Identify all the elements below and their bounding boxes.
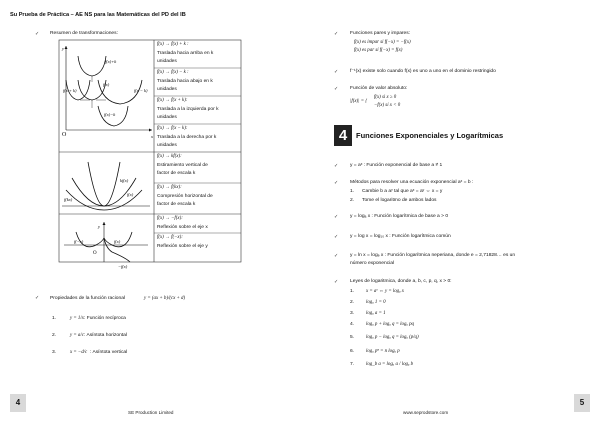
law4-num: 4.: [350, 322, 355, 327]
abs-lhs: |f(x)| = {: [350, 99, 368, 104]
check-icon: ✓: [334, 163, 339, 169]
row6-formula: f(x) → f(kx):: [157, 185, 182, 190]
check-icon: ✓: [334, 234, 339, 240]
exp-base: y = aˣ : Función exponencial de base a ≠ 1: [350, 163, 443, 168]
check-icon: ✓: [35, 31, 40, 37]
prop1-math: y = 1/x: [70, 316, 84, 321]
law2-num: 2.: [350, 300, 355, 305]
method2-num: 2.: [350, 198, 355, 203]
ln-line1: y = ln x = logₑ x : Función logarítmica neperiana, donde e = 2,71828… es un: [350, 253, 516, 258]
label-f: f(x): [103, 82, 110, 87]
inverse-line: f⁻¹(x) existe solo cuando f(x) es uno a uno en el dominio restringido: [350, 69, 496, 74]
origin-label-3: O: [93, 251, 97, 256]
check-icon: ✓: [334, 253, 339, 259]
row7-desc1: Reflexión sobre el eje x: [157, 225, 208, 230]
row4-formula: f(x) → f(x − k):: [157, 126, 188, 131]
x-axis-label: x: [151, 134, 153, 139]
row2-desc2: unidades: [157, 87, 177, 92]
log-base: y = logₐ x : Función logarítmica de base a > 0: [350, 214, 449, 219]
ln-line2: número exponencial: [350, 261, 395, 266]
law6-num: 6.: [350, 349, 355, 354]
check-icon: ✓: [334, 180, 339, 186]
row4-desc1: Traslada a la derecha por k: [157, 135, 217, 140]
law7-num: 7.: [350, 362, 355, 367]
prop3-num: 3.: [52, 350, 57, 355]
prop3-math: x = −d/c: [70, 350, 88, 355]
row1-desc1: Traslada hacia arriba en k: [157, 51, 214, 56]
row5-formula: f(x) → kf(x):: [157, 154, 182, 159]
origin-label: O: [62, 132, 67, 138]
label-f-minus-k: f(x)−k: [104, 112, 116, 117]
section-number-badge: 4: [334, 125, 352, 146]
prop2-num: 2.: [52, 333, 57, 338]
label-kf: kf(x): [120, 178, 129, 183]
methods-title: Métodos para resolver una ecuación exponencial aˣ = b :: [350, 180, 474, 185]
law5-text: logₐ p − logₐ q = logₐ (p/q): [366, 335, 419, 340]
page-number: 5: [574, 394, 590, 412]
label-fkx: f(kx): [64, 197, 73, 202]
row6-desc2: factor de escala k: [157, 202, 196, 207]
prop3-text: : Asíntota vertical: [90, 350, 128, 355]
label-f-plus-k: f(x)+k: [105, 59, 117, 64]
check-icon: ✓: [35, 295, 40, 301]
label-f2: f(x): [127, 192, 134, 197]
law4-text: logₐ p + logₐ q = logₐ pq: [366, 322, 414, 327]
rational-formula: y = (ax + b)/(cx + d): [144, 296, 186, 301]
row6-desc1: Compresión horizontal de: [157, 194, 213, 199]
law2-text: logₐ 1 = 0: [366, 300, 386, 305]
prop1-text: : Función recíproca: [84, 316, 126, 321]
row1-desc2: unidades: [157, 59, 177, 64]
row5-desc1: Estiramiento vertical de: [157, 163, 208, 168]
law3-num: 3.: [350, 311, 355, 316]
method1-text: Cambie b a aʸ tal que aˣ = aʸ ⇔ x = y: [362, 189, 443, 194]
row3-desc1: Traslada a la izquierda por k: [157, 107, 219, 112]
log-common: y = log x = log₁₀ x : Función logarítmica común: [350, 234, 451, 239]
label-minus-f: −f(x): [118, 264, 128, 269]
rational-label: Propiedades de la función racional: [50, 296, 126, 301]
law1-text: x = aʸ ⇔ y = logₐ x: [366, 289, 404, 294]
row8-formula: f(x) → f(−x):: [157, 235, 183, 240]
check-icon: ✓: [334, 279, 339, 285]
translation-graph: [61, 46, 153, 139]
row8-desc1: Reflexión sobre el eje y: [157, 244, 208, 249]
row4-desc2: unidades: [157, 143, 177, 148]
abs-title: Función de valor absoluto:: [350, 86, 408, 91]
label-f-x-plus-k: f(x + k): [63, 88, 77, 93]
odd-line: f(x) es impar si f(−x) = −f(x): [354, 40, 411, 45]
law7-text: log_b a = logₐ a / logₐ b: [366, 362, 414, 367]
abs-case2: −f(x) si x < 0: [374, 103, 401, 108]
footer-left: SE Production Limited: [128, 410, 174, 415]
label-f-x-minus-k: f(x − k): [134, 88, 148, 93]
label-f-minus-x: f(−x): [74, 239, 84, 244]
row3-desc2: unidades: [157, 115, 177, 120]
abs-case1: f(x) si x ≥ 0: [374, 95, 397, 100]
laws-title: Leyes de logaritmica, donde a, b, c, p, q, x > 0:: [350, 279, 452, 284]
law6-text: logₐ pⁿ = n logₐ p: [366, 349, 400, 354]
check-icon: ✓: [334, 214, 339, 220]
row1-formula: f(x) → f(x) + k :: [157, 42, 189, 47]
row2-formula: f(x) → f(x) − k :: [157, 70, 189, 75]
y-axis-label: y: [62, 46, 64, 51]
prop2-math: y = a/c: [70, 333, 84, 338]
method1-num: 1.: [350, 189, 355, 194]
law5-num: 5.: [350, 335, 355, 340]
method2-text: Tome el logaritmo de ambos lados: [362, 198, 437, 203]
resumen-label: Resumen de transformaciones:: [50, 31, 118, 36]
y-axis-label-3: y: [98, 224, 100, 229]
row3-formula: f(x) → f(x + k):: [157, 98, 188, 103]
check-icon: ✓: [334, 86, 339, 92]
footer-right[interactable]: www.seprodstore.com: [403, 410, 449, 415]
check-icon: ✓: [334, 69, 339, 75]
even-odd-title: Funciones pares y impares:: [350, 31, 411, 36]
transformation-table: [0, 0, 300, 300]
section-title: Funciones Exponenciales y Logarítmicas: [356, 131, 504, 140]
prop2-text: : Asíntota horizontal: [84, 333, 127, 338]
row5-desc2: factor de escala k: [157, 171, 196, 176]
right-page: [300, 0, 600, 424]
prop1-num: 1.: [52, 316, 57, 321]
page-header: Su Prueba de Práctica – AE NS para las Matemáticas del PD del IB: [10, 12, 186, 18]
law3-text: logₐ a = 1: [366, 311, 386, 316]
law1-num: 1.: [350, 289, 355, 294]
check-icon: ✓: [334, 31, 339, 37]
row7-formula: f(x) → −f(x):: [157, 216, 183, 221]
row2-desc1: Traslada hacia abajo en k: [157, 79, 213, 84]
label-f3: f(x): [114, 239, 121, 244]
page-number: 4: [10, 394, 26, 412]
stretch-graph: [62, 162, 150, 210]
even-line: f(x) es par si f(−x) = f(x): [354, 48, 403, 53]
